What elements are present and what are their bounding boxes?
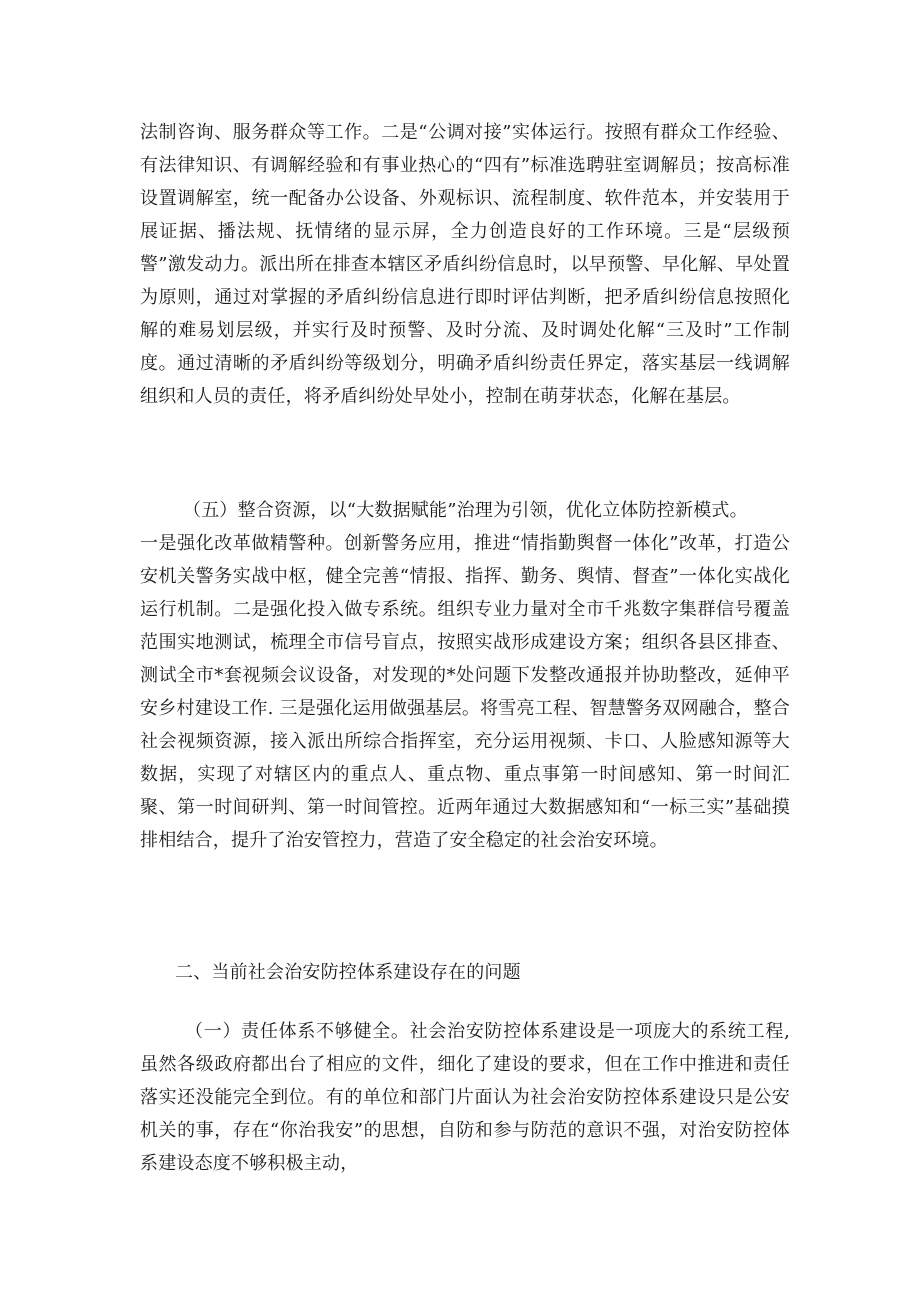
chapter-heading-two: 二、当前社会治安防控体系建设存在的问题 <box>175 962 521 983</box>
paragraph-responsibility: （一）责任体系不够健全。社会治安防控体系建设是一项庞大的系统工程, 虽然各级政府都出台了相应的文件，细化了建设的要求，但在工作中推进和责任落实还没能完全到位。有的单位和部门片面认为社会治安防控体系建设只是公安机关的事，存在“你治我安”的思想，自防和参与防范的意识不强，对治安防控体系建设态度不够积极主动， <box>140 1021 790 1174</box>
section-heading-five: （五）整合资源，以“大数据赋能”治理为引领，优化立体防控新模式。 <box>183 500 748 521</box>
paragraph-big-data: 一是强化改革做精警种。创新警务应用，推进“情指勤舆督一体化”改革，打造公安机关警务实战中枢，健全完善“情报、指挥、勤务、舆情、督查”一体化实战化运行机制。二是强化投入做专系统。组织专业力量对全市千兆数字集群信号覆盖范围实地测试，梳理全市信号盲点，按照实战形成建设方案；组织各县区排查、测试全市*套视频会议设备，对发现的*处问题下发整改通报并协助整改，延伸平安乡村建设工作. 三是强化运用做强基层。将雪亮工程、智慧警务双网融合，整合社会视频资源，接入派出所综合指挥室，充分运用视频、卡口、人脸感知源等大数据，实现了对辖区内的重点人、重点物、重点事第一时间感知、第一时间汇聚、第一时间研判、第一时间管控。近两年通过大数据感知和“一标三实”基础摸排相结合，提升了治安管控力，营造了安全稳定的社会治安环境。 <box>140 533 790 851</box>
paragraph-mediation: 法制咨询、服务群众等工作。二是“公调对接”实体运行。按照有群众工作经验、有法律知识、有调解经验和有事业热心的“四有”标准选聘驻室调解员；按高标准设置调解室，统一配备办公设备、外观标识、流程制度、软件范本，并安装用于展证据、播法规、抚情绪的显示屏，全力创造良好的工作环境。三是“层级预警”激发动力。派出所在排查本辖区矛盾纠纷信息时，以早预警、早化解、早处置为原则，通过对掌握的矛盾纠纷信息进行即时评估判断，把矛盾纠纷信息按照化解的难易划层级，并实行及时预警、及时分流、及时调处化解“三及时”工作制度。通过清晰的矛盾纠纷等级划分，明确矛盾纠纷责任界定，落实基层一线调解组织和人员的责任，将矛盾纠纷处早处小，控制在萌芽状态，化解在基层。 <box>140 122 790 407</box>
